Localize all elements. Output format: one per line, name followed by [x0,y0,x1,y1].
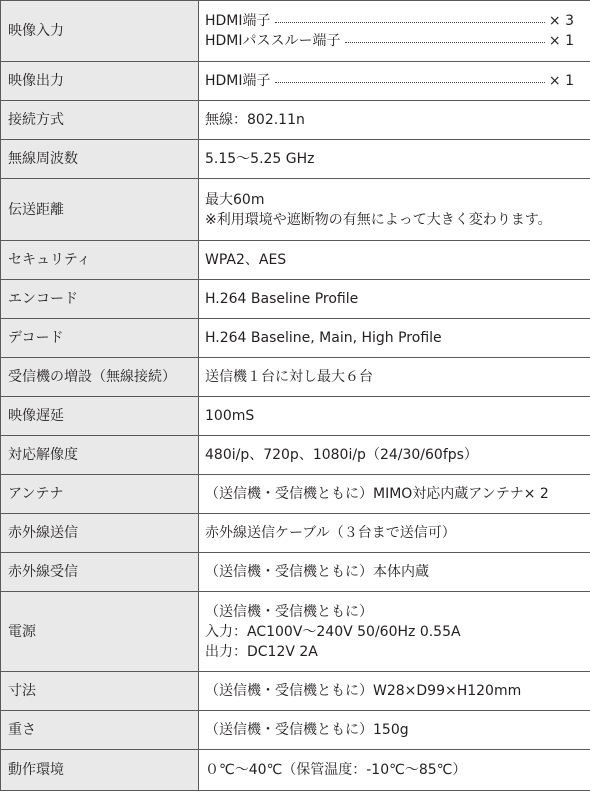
dotted-leader [275,82,545,83]
spec-row [1,358,590,397]
spec-value [199,280,590,319]
spec-value-text: HDMIパススルー端子 [205,33,341,49]
spec-table-body [1,1,590,791]
spec-value [199,319,590,358]
spec-value-text: 入力：AC100V〜240V 50/60Hz 0.55A [205,623,461,640]
spec-value-text: ０℃〜40℃（保管温度：-10℃〜85℃） [205,762,467,778]
spec-value-line-with-count [205,11,590,31]
spec-value-text: 5.15〜5.25 GHz [205,151,315,167]
spec-label: エンコード [1,280,199,319]
spec-label: 受信機の増設（無線接続） [1,358,199,397]
spec-row [1,62,590,101]
spec-label: 重さ [1,711,199,750]
spec-row [1,397,590,436]
spec-label: デコード [1,319,199,358]
spec-value [199,358,590,397]
spec-value [199,592,590,672]
spec-value-text: 赤外線送信ケーブル（３台まで送信可） [205,525,456,541]
spec-value-text: H.264 Baseline, Main, High Profile [205,330,442,346]
spec-label: 伝送距離 [1,179,199,241]
spec-value-count: × 1 [548,33,574,49]
spec-label: 接続方式 [1,101,199,140]
spec-value-text: ※利用環境や遮断物の有無によって大きく変わります。 [205,211,552,228]
spec-label: 映像出力 [1,62,199,101]
spec-value-line-with-count [205,71,590,91]
spec-row [1,514,590,553]
spec-value-text: （送信機・受信機ともに）MIMO対応内蔵アンテナ× 2 [205,486,549,502]
dotted-leader [275,22,545,23]
spec-value [199,672,590,711]
spec-value-text: 最大60m [205,191,265,208]
spec-row [1,436,590,475]
spec-label: 対応解像度 [1,436,199,475]
spec-value-text: HDMI端子 [205,73,271,89]
spec-value-text: 100mS [205,408,255,424]
spec-label: 映像遅延 [1,397,199,436]
spec-value-text: （送信機・受信機ともに）W28×D99×H120mm [205,683,522,699]
spec-value [199,397,590,436]
spec-value [199,1,590,62]
spec-label: 電源 [1,592,199,672]
spec-row [1,140,590,179]
spec-label: アンテナ [1,475,199,514]
spec-value [199,140,590,179]
spec-value-line-with-count [205,31,590,51]
spec-value-text: HDMI端子 [205,13,271,29]
spec-value [199,241,590,280]
spec-row [1,592,590,672]
spec-value [199,62,590,101]
spec-label: 映像入力 [1,1,199,62]
spec-label: 赤外線受信 [1,553,199,592]
spec-row [1,553,590,592]
spec-row [1,319,590,358]
spec-row [1,179,590,241]
spec-value [199,711,590,750]
spec-value-text: 送信機１台に対し最大６台 [205,369,373,385]
spec-value [199,475,590,514]
spec-label: 無線周波数 [1,140,199,179]
spec-value [199,179,590,241]
spec-label: 動作環境 [1,750,199,791]
spec-value [199,553,590,592]
spec-value-count: × 1 [548,73,574,89]
dotted-leader [345,42,545,43]
spec-row [1,241,590,280]
spec-row [1,475,590,514]
spec-row [1,280,590,319]
spec-row [1,1,590,62]
spec-value-text: WPA2、AES [205,252,287,268]
spec-value-text: 480i/p、720p、1080i/p（24/30/60fps） [205,447,478,463]
spec-label: 赤外線送信 [1,514,199,553]
spec-value-count: × 3 [548,13,574,29]
spec-row [1,750,590,791]
spec-row [1,711,590,750]
spec-value-text: （送信機・受信機ともに）本体内蔵 [205,564,429,580]
spec-value-text: 無線：802.11n [205,112,305,128]
spec-value-text: H.264 Baseline Profile [205,291,359,307]
spec-label: セキュリティ [1,241,199,280]
spec-value-text: （送信機・受信機ともに） [205,603,373,620]
spec-value [199,750,590,791]
spec-value-text: 出力：DC12V 2A [205,643,318,660]
spec-label: 寸法 [1,672,199,711]
spec-row [1,101,590,140]
spec-row [1,672,590,711]
spec-value [199,436,590,475]
spec-value [199,101,590,140]
spec-value-text: （送信機・受信機ともに）150g [205,722,409,738]
spec-value [199,514,590,553]
